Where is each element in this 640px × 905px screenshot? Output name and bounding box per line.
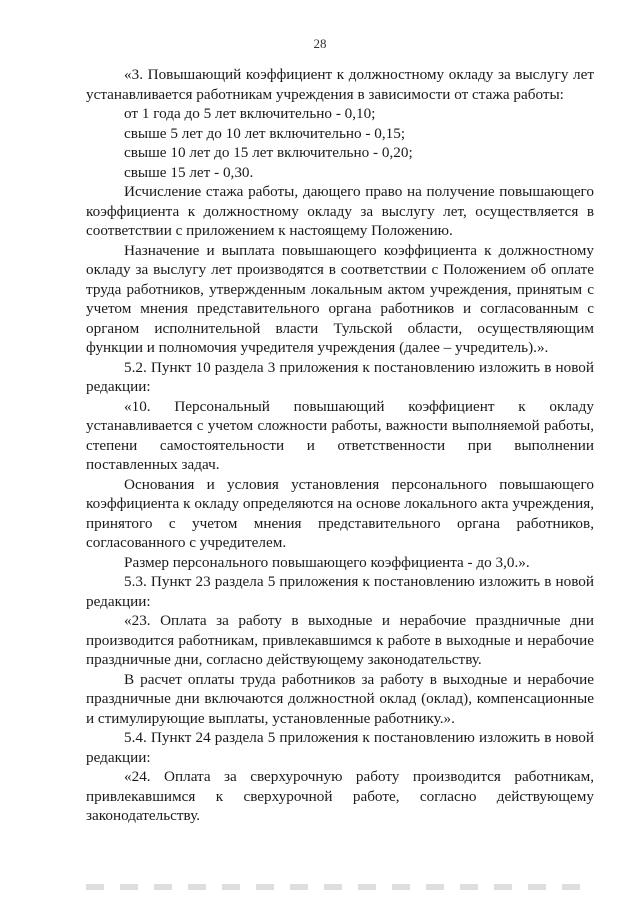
page-number: 28 (313, 36, 327, 51)
paragraph-amendment-5-2: 5.2. Пункт 10 раздела 3 приложения к постановлению изложить в новой редакции: (86, 358, 594, 395)
paragraph-amendment-5-4: 5.4. Пункт 24 раздела 5 приложения к постановлению изложить в новой редакции: (86, 729, 594, 766)
list-item-seniority-over-15: свыше 15 лет - 0,30. (124, 163, 254, 181)
list-item-seniority-5-10: свыше 5 лет до 10 лет включительно - 0,15; (124, 124, 406, 142)
list-item-seniority-10-15: свыше 10 лет до 15 лет включительно - 0,20; (124, 144, 413, 161)
paragraph-coefficient-intro: «3. Повышающий коэффициент к должностному окладу за выслугу лет устанавливается работникам учреждения в зависимости от стажа работы: (86, 66, 594, 103)
document-body (86, 65, 594, 826)
paragraph-seniority-calculation: Исчисление стажа работы, дающего право на получение повышающего коэффициента к должностному окладу за выслугу лет, осуществляется в соответствии с приложением к настоящему Положению. (86, 183, 594, 239)
paragraph-personal-coefficient-basis: Основания и условия установления персонального повышающего коэффициента к окладу определяются на основе локального акта учреждения, принятого с учетом мнения представительного органа работников, согласованного с учредителем. (86, 475, 594, 551)
paragraph-point-10: «10. Персональный повышающий коэффициент к окладу устанавливается с учетом сложности работы, важности выполняемой работы, степени самостоятельности и ответственности при выполнении поставленных задач. (86, 397, 594, 473)
paragraph-assignment-payment: Назначение и выплата повышающего коэффициента к должностному окладу за выслугу лет производятся в соответствии с Положением об оплате труда работников, утвержденным локальным актом учреждения, принятым с учетом мнения представительного органа работников и согласованным с органом исполнительной власти Тульской области, осуществляющим функции и полномочия учредителя учреждения (далее – учредитель).». (86, 241, 594, 356)
paragraph-holiday-pay-calculation: В расчет оплаты труда работников за работу в выходные и нерабочие праздничные дни включаются должностной оклад (оклад), компенсационные и стимулирующие выплаты, установленные работнику.». (86, 670, 594, 727)
paragraph-amendment-5-3: 5.3. Пункт 23 раздела 5 приложения к постановлению изложить в новой редакции: (86, 573, 594, 610)
paragraph-personal-coefficient-size: Размер персонального повышающего коэффициента - до 3,0.». (124, 553, 530, 571)
scan-edge-marks (86, 884, 594, 890)
list-item-seniority-1-5: от 1 года до 5 лет включительно - 0,10; (124, 105, 376, 122)
paragraph-point-24: «24. Оплата за сверхурочную работу производится работникам, привлекавшимся к сверхурочной работе, согласно действующему законодательству. (86, 768, 594, 824)
paragraph-point-23: «23. Оплата за работу в выходные и нерабочие праздничные дни производится работникам, привлекавшимся к работе в выходные и нерабочие праздничные дни, согласно действующему законодательству. (86, 612, 594, 668)
